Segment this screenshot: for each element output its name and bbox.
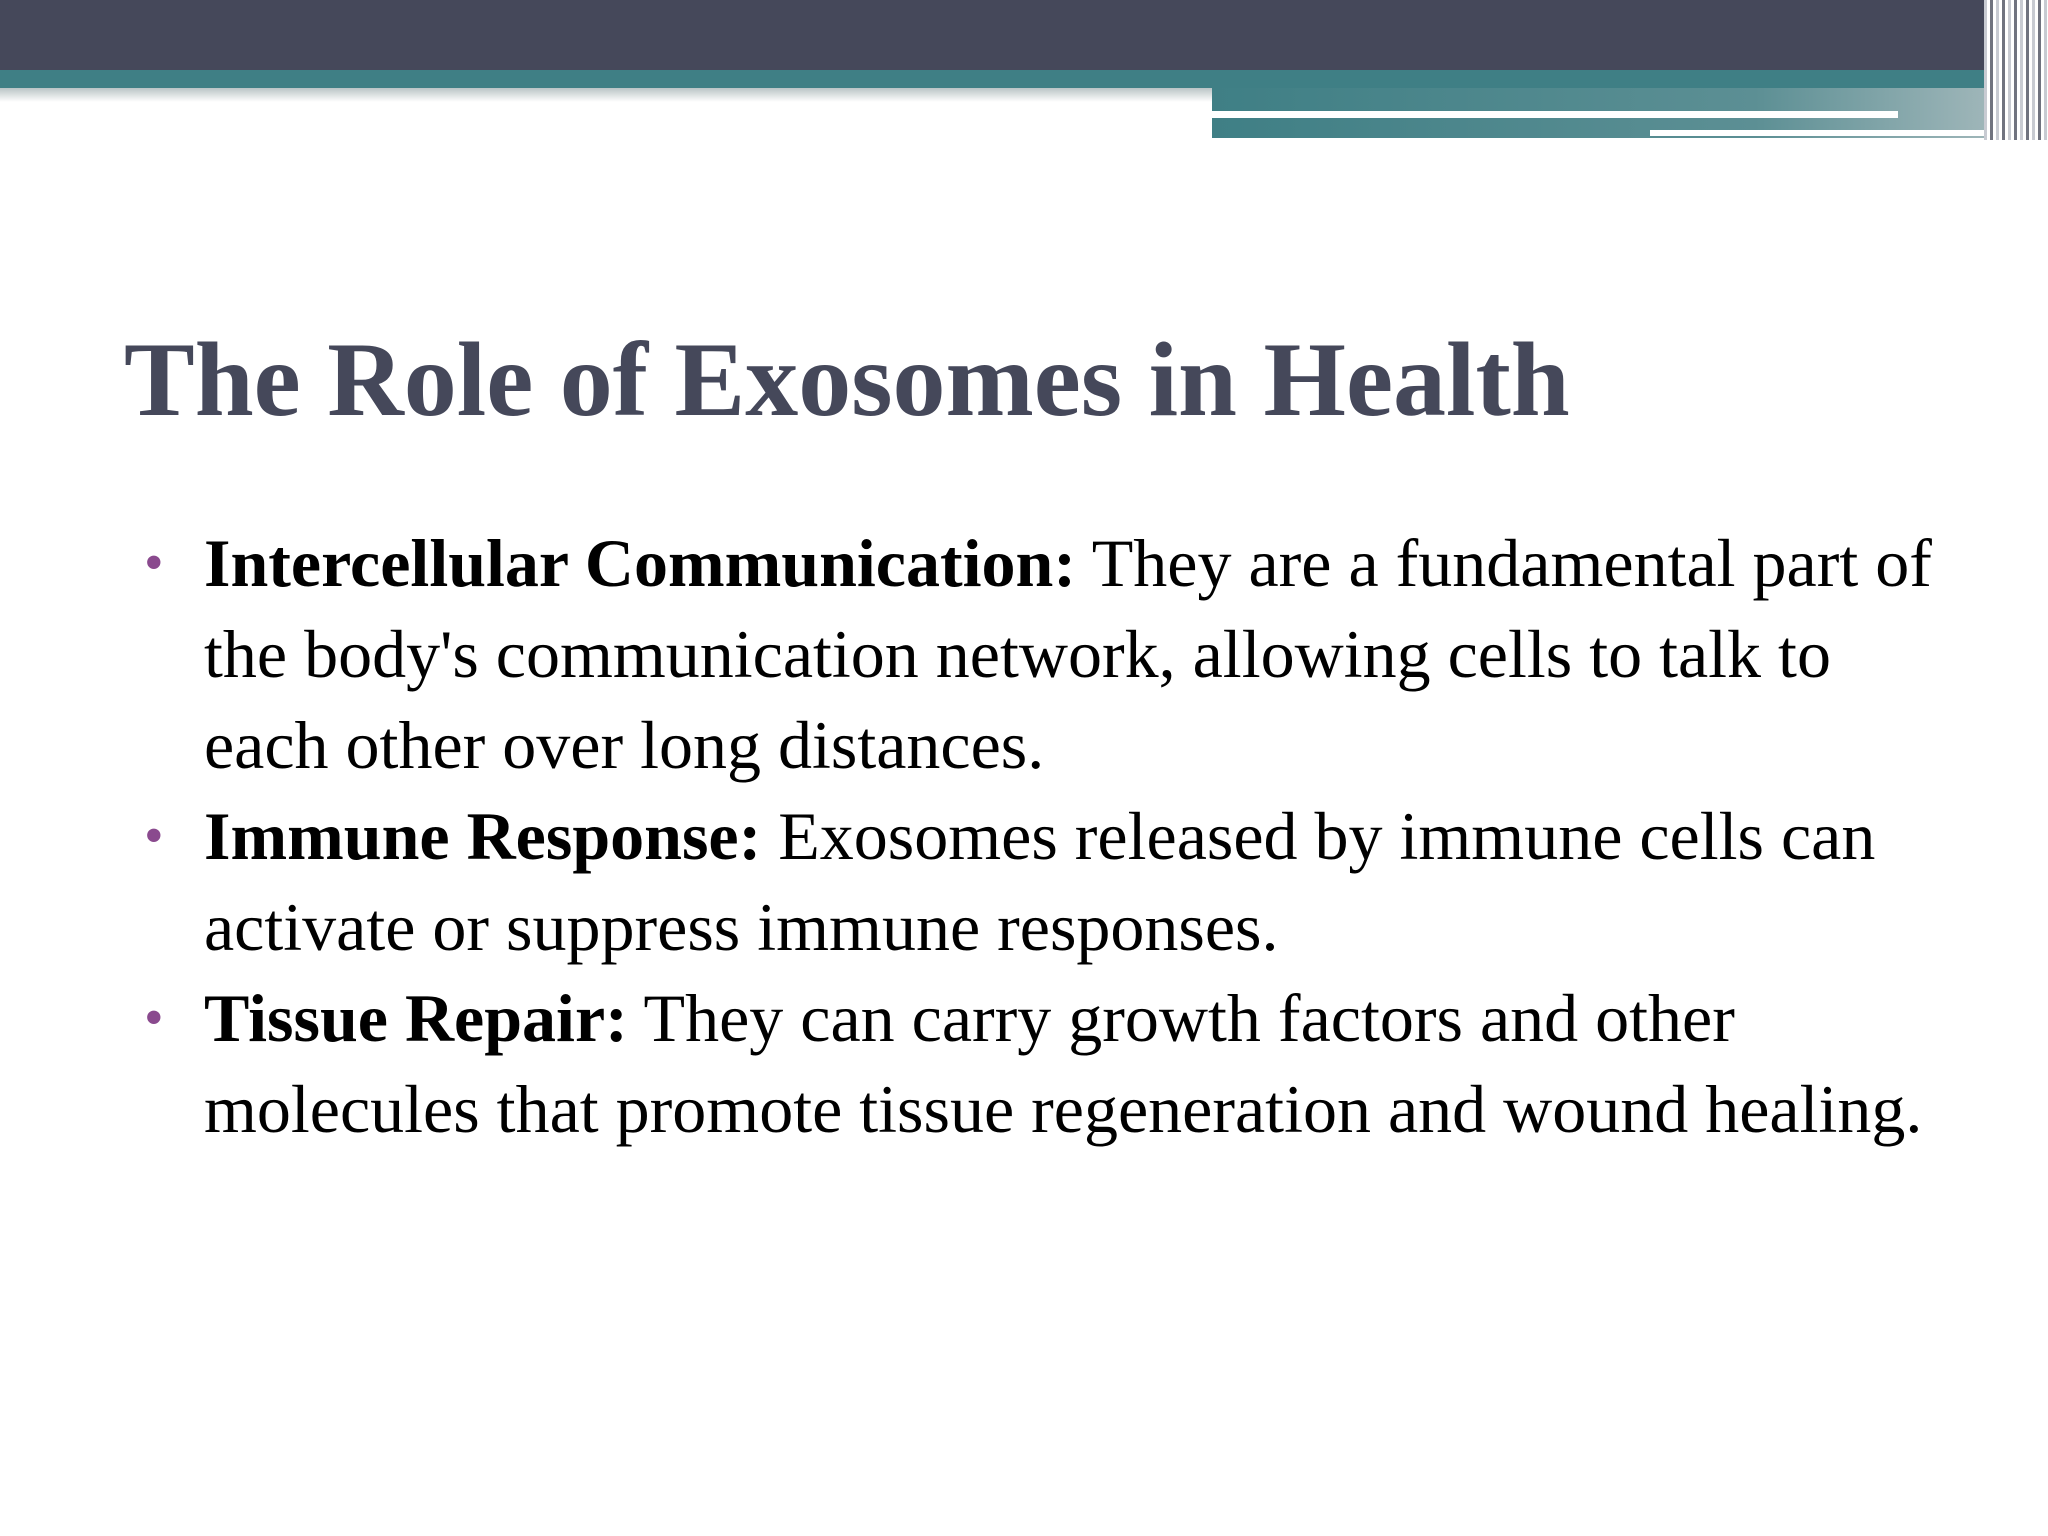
header-corner-stripes [1984, 0, 2048, 140]
bullet-item-intercellular-communication [144, 518, 1944, 791]
bullet-item-immune-response [144, 791, 1944, 973]
bullet-term: Immune Response: [204, 798, 762, 874]
bullet-text: Exosomes released by immune cells can activate or suppress immune responses. [204, 798, 1876, 965]
header-rule-line-short [1650, 130, 2010, 136]
bullet-item-tissue-repair [144, 973, 1944, 1155]
bullet-marker: • [144, 805, 164, 867]
header-shadow [0, 88, 1212, 102]
header-band [0, 0, 2048, 70]
slide-title: The Role of Exosomes in Health [124, 321, 1570, 438]
bullet-list [144, 518, 1944, 1155]
bullet-marker: • [144, 532, 164, 594]
bullet-text: They can carry growth factors and other molecules that promote tissue regeneration and wound healing. [204, 980, 1923, 1147]
bullet-text: They are a fundamental part of the body's communication network, allowing cells to talk to each other over long distances. [204, 525, 1932, 783]
bullet-term: Intercellular Communication: [204, 525, 1076, 601]
bullet-marker: • [144, 987, 164, 1049]
header-accent-band [0, 70, 2048, 88]
bullet-term: Tissue Repair: [204, 980, 628, 1056]
header-rule-line [1212, 111, 1898, 118]
